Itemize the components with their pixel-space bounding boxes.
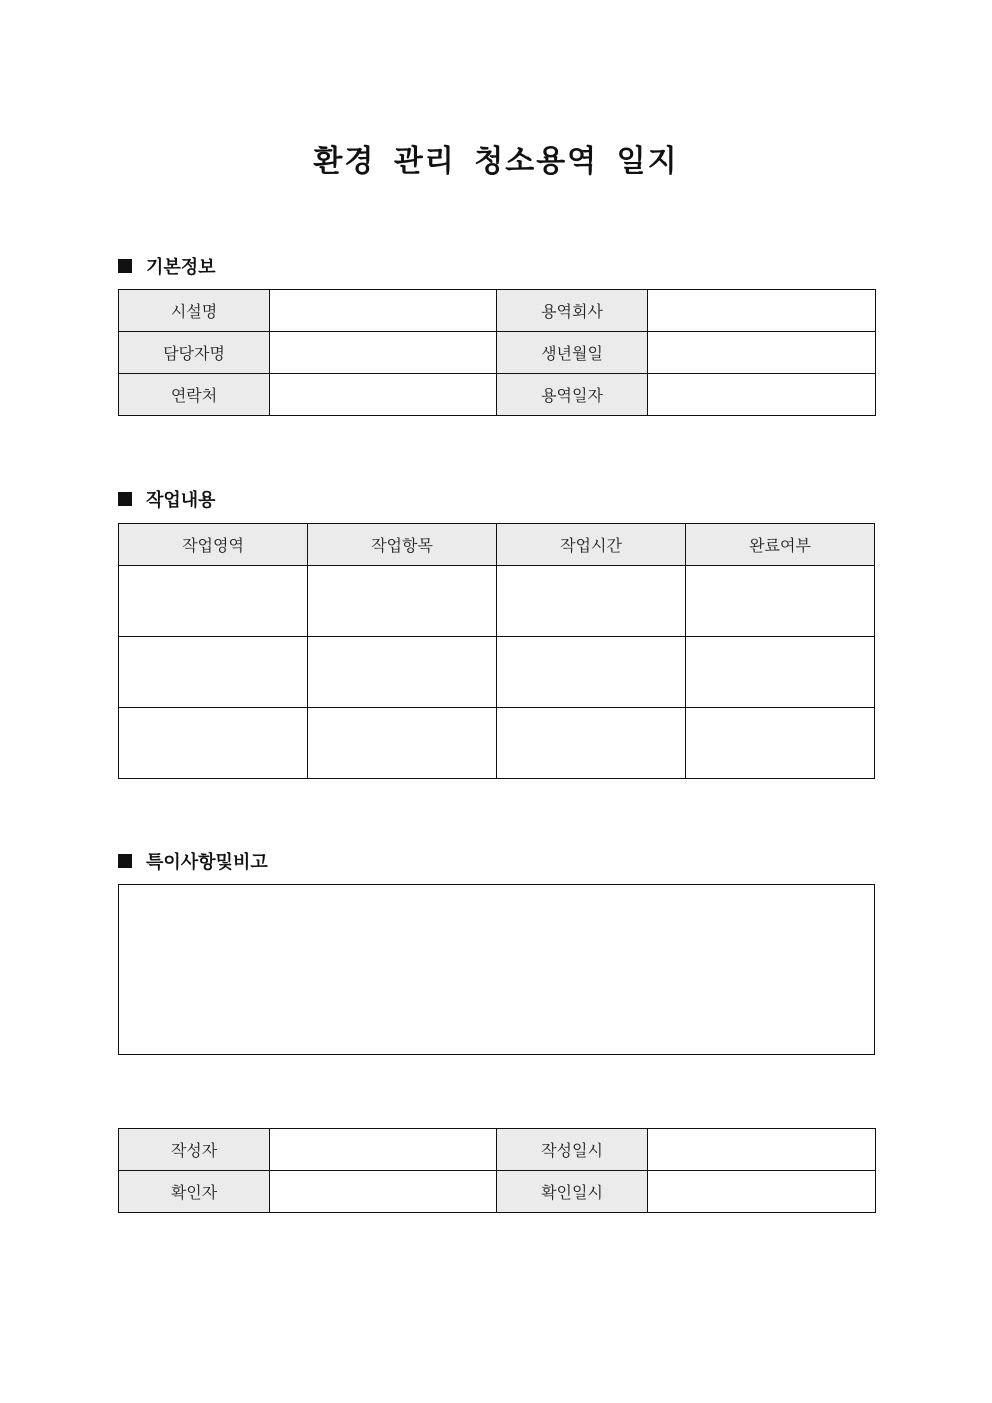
label-cell: 확인자	[119, 1171, 270, 1213]
author-field[interactable]	[270, 1129, 497, 1171]
written-datetime-field[interactable]	[648, 1129, 876, 1171]
label-cell: 작성일시	[497, 1129, 648, 1171]
label-cell: 작성자	[119, 1129, 270, 1171]
table-row	[119, 332, 876, 374]
column-header: 작업항목	[308, 524, 497, 566]
work-area-cell[interactable]	[119, 637, 308, 708]
square-bullet-icon	[118, 854, 132, 868]
work-area-cell[interactable]	[119, 708, 308, 779]
section-remarks-heading	[118, 848, 268, 874]
page-title: 환경 관리 청소용역 일지	[313, 144, 679, 179]
section-label: 특이사항및비고	[146, 852, 268, 873]
completion-cell[interactable]	[686, 637, 875, 708]
completion-cell[interactable]	[686, 708, 875, 779]
work-item-cell[interactable]	[308, 566, 497, 637]
table-row	[119, 374, 876, 416]
section-work-heading	[118, 486, 216, 512]
square-bullet-icon	[118, 259, 132, 273]
contact-field[interactable]	[270, 374, 497, 416]
label-cell: 생년월일	[497, 332, 648, 374]
birthdate-field[interactable]	[648, 332, 876, 374]
completion-cell[interactable]	[686, 566, 875, 637]
manager-name-field[interactable]	[270, 332, 497, 374]
table-row	[119, 708, 875, 779]
work-time-cell[interactable]	[497, 708, 686, 779]
remarks-box[interactable]	[118, 884, 875, 1055]
table-row	[119, 1129, 876, 1171]
confirmer-field[interactable]	[270, 1171, 497, 1213]
label-cell: 담당자명	[119, 332, 270, 374]
work-time-cell[interactable]	[497, 637, 686, 708]
square-bullet-icon	[118, 492, 132, 506]
table-row	[119, 1171, 876, 1213]
section-label: 작업내용	[146, 490, 216, 511]
work-table	[118, 523, 875, 779]
table-row	[119, 566, 875, 637]
label-cell: 확인일시	[497, 1171, 648, 1213]
column-header: 작업시간	[497, 524, 686, 566]
label-cell: 용역회사	[497, 290, 648, 332]
work-item-cell[interactable]	[308, 637, 497, 708]
label-cell: 연락처	[119, 374, 270, 416]
work-area-cell[interactable]	[119, 566, 308, 637]
work-item-cell[interactable]	[308, 708, 497, 779]
column-header: 작업영역	[119, 524, 308, 566]
column-header: 완료여부	[686, 524, 875, 566]
label-cell: 시설명	[119, 290, 270, 332]
section-label: 기본정보	[146, 257, 216, 278]
table-row	[119, 637, 875, 708]
signoff-table	[118, 1128, 876, 1213]
table-header-row	[119, 524, 875, 566]
service-date-field[interactable]	[648, 374, 876, 416]
basic-info-table	[118, 289, 876, 416]
table-row	[119, 290, 876, 332]
service-company-field[interactable]	[648, 290, 876, 332]
facility-name-field[interactable]	[270, 290, 497, 332]
section-basic-info-heading	[118, 253, 216, 279]
label-cell: 용역일자	[497, 374, 648, 416]
confirmed-datetime-field[interactable]	[648, 1171, 876, 1213]
work-time-cell[interactable]	[497, 566, 686, 637]
